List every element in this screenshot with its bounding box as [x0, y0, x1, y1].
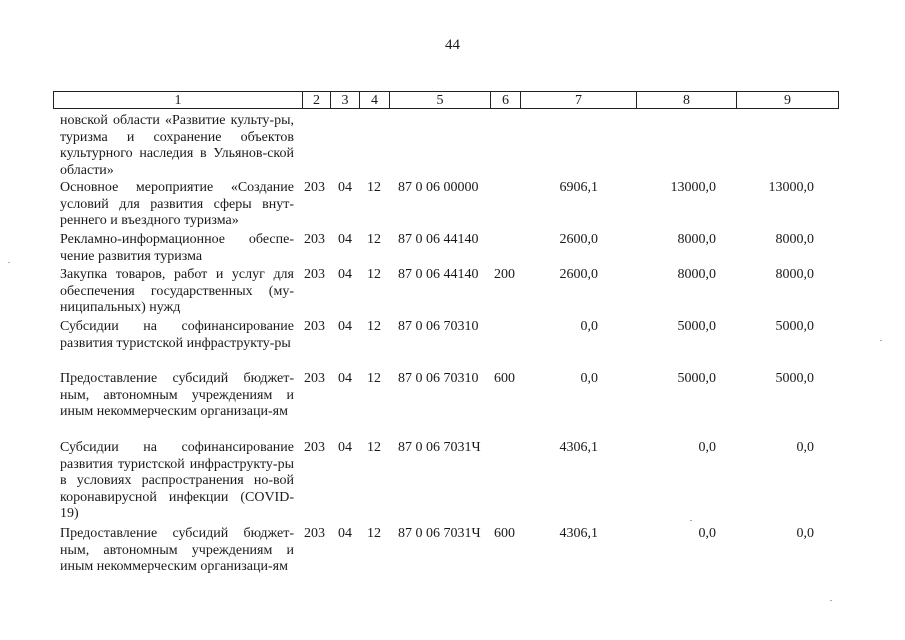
cell-col-2: 203: [304, 319, 325, 334]
row-description: новской области «Развитие культу-ры, туризма и сохранение объектов культурного наследия в Ульянов-ской области»: [60, 113, 294, 178]
cell-col-9: 13000,0: [768, 180, 814, 195]
cell-col-9: 8000,0: [775, 267, 814, 282]
cell-col-8: 8000,0: [677, 232, 716, 247]
cell-col-3: 04: [338, 180, 352, 195]
scan-speck: [690, 520, 692, 521]
row-description: Основное мероприятие «Создание условий для развития сферы внут-реннего и въездного туризма»: [60, 180, 294, 228]
cell-col-2: 203: [304, 526, 325, 541]
cell-col-4: 12: [367, 267, 381, 282]
row-description: Предоставление субсидий бюджет-ным, автономным учреждениям и иным некоммерческим организаци-ям: [60, 526, 294, 574]
header-col-2: 2: [302, 92, 330, 108]
cell-col-7: 2600,0: [559, 267, 598, 282]
cell-col-3: 04: [338, 371, 352, 386]
cell-col-3: 04: [338, 319, 352, 334]
header-col-1: 1: [174, 93, 182, 108]
cell-col-7: 4306,1: [559, 526, 598, 541]
page-number: 44: [445, 37, 460, 53]
cell-col-2: 203: [304, 180, 325, 195]
cell-col-8: 0,0: [698, 440, 716, 455]
cell-col-4: 12: [367, 526, 381, 541]
cell-col-7: 2600,0: [559, 232, 598, 247]
cell-col-3: 04: [338, 526, 352, 541]
cell-col-5: 87 0 06 70310: [398, 319, 479, 334]
cell-col-2: 203: [304, 232, 325, 247]
cell-col-2: 203: [304, 371, 325, 386]
cell-col-5: 87 0 06 7031Ч: [398, 440, 481, 455]
cell-col-6: 200: [494, 267, 515, 282]
row-description: Субсидии на софинансирование развития туристской инфраструкту-ры в условиях распространения но-вой коронавирусной инфекции (COVID-19): [60, 440, 294, 521]
scan-speck: [830, 600, 832, 601]
scan-speck: [8, 262, 10, 263]
header-col-4: 4: [359, 92, 389, 108]
cell-col-4: 12: [367, 371, 381, 386]
header-col-3: 3: [330, 92, 359, 108]
cell-col-8: 5000,0: [677, 371, 716, 386]
cell-col-8: 13000,0: [670, 180, 716, 195]
cell-col-7: 4306,1: [559, 440, 598, 455]
cell-col-4: 12: [367, 319, 381, 334]
cell-col-4: 12: [367, 440, 381, 455]
cell-col-5: 87 0 06 7031Ч: [398, 526, 481, 541]
header-col-7: 7: [520, 92, 636, 108]
scan-speck: [880, 340, 882, 341]
cell-col-8: 0,0: [698, 526, 716, 541]
cell-col-2: 203: [304, 267, 325, 282]
row-description: Предоставление субсидий бюджет-ным, автономным учреждениям и иным некоммерческим организаци-ям: [60, 371, 294, 419]
cell-col-8: 8000,0: [677, 267, 716, 282]
cell-col-6: 600: [494, 526, 515, 541]
cell-col-5: 87 0 06 70310: [398, 371, 479, 386]
header-col-6: 6: [490, 92, 520, 108]
header-col-9: 9: [736, 92, 838, 108]
cell-col-3: 04: [338, 267, 352, 282]
cell-col-2: 203: [304, 440, 325, 455]
cell-col-3: 04: [338, 232, 352, 247]
cell-col-9: 8000,0: [775, 232, 814, 247]
cell-col-9: 5000,0: [775, 371, 814, 386]
cell-col-9: 0,0: [796, 440, 814, 455]
cell-col-5: 87 0 06 00000: [398, 180, 479, 195]
row-description: Рекламно-информационное обеспе-чение развития туризма: [60, 232, 294, 264]
cell-col-8: 5000,0: [677, 319, 716, 334]
cell-col-7: 6906,1: [559, 180, 598, 195]
table-header-row: [53, 91, 839, 109]
cell-col-9: 0,0: [796, 526, 814, 541]
cell-col-9: 5000,0: [775, 319, 814, 334]
row-description: Субсидии на софинансирование развития туристской инфраструкту-ры: [60, 319, 294, 351]
row-description: Закупка товаров, работ и услуг для обеспечения государственных (му-ниципальных) нужд: [60, 267, 294, 315]
cell-col-4: 12: [367, 180, 381, 195]
header-col-8: 8: [636, 92, 736, 108]
cell-col-3: 04: [338, 440, 352, 455]
cell-col-7: 0,0: [580, 319, 598, 334]
cell-col-6: 600: [494, 371, 515, 386]
cell-col-4: 12: [367, 232, 381, 247]
cell-col-7: 0,0: [580, 371, 598, 386]
header-col-5: 5: [389, 92, 490, 108]
cell-col-5: 87 0 06 44140: [398, 267, 479, 282]
cell-col-5: 87 0 06 44140: [398, 232, 479, 247]
